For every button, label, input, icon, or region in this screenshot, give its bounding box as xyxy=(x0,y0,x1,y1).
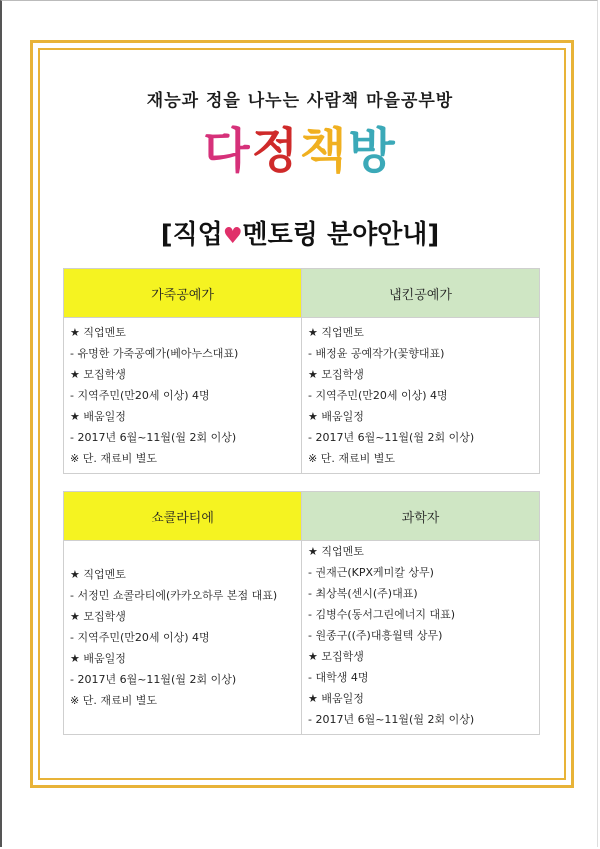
header-scientist: 과학자 xyxy=(302,492,540,541)
list-item: - 배정윤 공예작가(꽃향대표) xyxy=(308,347,445,360)
list-item: ★ 배움일정 xyxy=(308,692,364,705)
header-napkin-craft: 냅킨공예가 xyxy=(302,269,540,318)
logo-char-1: 다 xyxy=(203,123,252,179)
cell-napkin-craft xyxy=(302,318,540,474)
list-item: ★ 배움일정 xyxy=(70,652,126,665)
cell-scientist xyxy=(302,541,540,735)
list-item: ★ 모집학생 xyxy=(308,650,364,663)
logo-char-3: 책 xyxy=(300,123,349,179)
logo xyxy=(0,112,600,181)
logo-char-4: 방 xyxy=(348,123,397,179)
list-item: - 지역주민(만20세 이상) 4명 xyxy=(308,389,448,402)
list-item: ★ 모집학생 xyxy=(70,368,126,381)
list-item: - 권재근(KPX케미칼 상무) xyxy=(308,566,434,579)
list-item: - 원종구((주)대흥월텍 상무) xyxy=(308,629,443,642)
list-item: ※ 단. 재료비 별도 xyxy=(308,452,395,465)
header-leather-craft: 가죽공예가 xyxy=(64,269,302,318)
mentoring-table-1 xyxy=(63,268,540,474)
list-item: ★ 배움일정 xyxy=(308,410,364,423)
heading-right: 멘토링 분야안내] xyxy=(242,220,440,250)
list-item: - 2017년 6월~11월(월 2회 이상) xyxy=(70,431,237,444)
list-item: ★ 모집학생 xyxy=(308,368,364,381)
list-item: - 2017년 6월~11월(월 2회 이상) xyxy=(308,713,475,726)
list-item: - 유명한 가죽공예가(베아누스대표) xyxy=(70,347,239,360)
cell-leather-craft xyxy=(64,318,302,474)
list-item: ★ 직업멘토 xyxy=(308,545,364,558)
list-item: ★ 배움일정 xyxy=(70,410,126,423)
list-item: - 최상복(센시(주)대표) xyxy=(308,587,418,600)
subtitle: 재능과 정을 나누는 사람책 마을공부방 xyxy=(146,91,454,111)
list-item: ※ 단. 재료비 별도 xyxy=(70,452,157,465)
logo-char-2: 정 xyxy=(251,123,300,179)
list-item: - 김병수(동서그린에너지 대표) xyxy=(308,608,456,621)
list-item: ★ 직업멘토 xyxy=(70,568,126,581)
list-item: ※ 단. 재료비 별도 xyxy=(70,694,157,707)
list-item: - 서정민 쇼콜라티에(카카오하루 본점 대표) xyxy=(70,589,278,602)
list-item: - 대학생 4명 xyxy=(308,671,369,684)
list-item: ★ 직업멘토 xyxy=(308,326,364,339)
list-item: - 지역주민(만20세 이상) 4명 xyxy=(70,389,210,402)
heading-left: [직업 xyxy=(160,220,223,250)
list-item: ★ 모집학생 xyxy=(70,610,126,623)
cell-chocolatier xyxy=(64,541,302,735)
page-heading xyxy=(0,214,600,251)
heart-icon: ♥ xyxy=(222,224,243,249)
list-item: - 2017년 6월~11월(월 2회 이상) xyxy=(70,673,237,686)
list-item: - 지역주민(만20세 이상) 4명 xyxy=(70,631,210,644)
mentoring-table-2 xyxy=(63,491,540,735)
header-chocolatier: 쇼콜라티에 xyxy=(64,492,302,541)
list-item: ★ 직업멘토 xyxy=(70,326,126,339)
list-item: - 2017년 6월~11월(월 2회 이상) xyxy=(308,431,475,444)
